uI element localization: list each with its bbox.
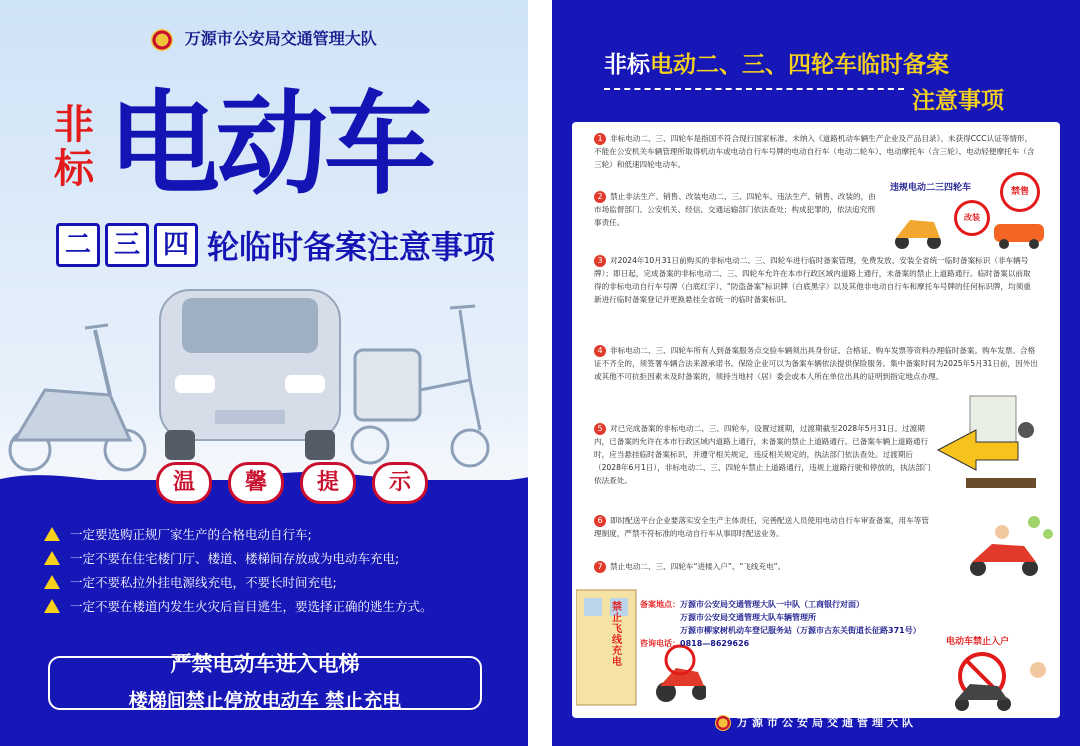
police-badge-icon	[715, 715, 731, 731]
list-item: 一定不要在住宅楼门厅、楼道、楼梯间存放或为电动车充电;	[44, 546, 504, 570]
vehicles-illustration	[0, 270, 528, 480]
ban-modify-icon: 改装	[954, 200, 990, 236]
box-two: 二	[56, 223, 100, 267]
right-title-line-1: 非标电动二、三、四轮车临时备案	[604, 52, 949, 78]
no-charging-label: 禁止飞线充电	[612, 602, 622, 668]
list-item: 一定要选购正规厂家生产的合格电动自行车;	[44, 522, 504, 546]
notice-item-1: 1 非标电动二、三、四轮车是指国不符合现行国家标准、未纳入《道路机动车辆生产企业及产品目录》、未获得CCC认证等情形，不能在公安机关车辆管理所取得机动车或电动自行车号牌的电动自行车（电动二轮车）、电动摩托车（含三轮）、电动轻便摩托车（含三轮）和低速四轮电动车。	[594, 134, 1035, 169]
car-icon	[160, 290, 340, 460]
subtitle-text: 轮临时备案注意事项	[207, 228, 496, 266]
main-title: 电动车	[108, 80, 432, 210]
notice-item-7: 7 禁止电动二、三、四轮车“进楼入户”、“飞线充电”。	[594, 560, 924, 573]
tip-char-wen: 温	[156, 462, 212, 504]
no-home-entry-illustration: 电动车禁止入户	[942, 630, 1056, 714]
notice-card	[572, 122, 1060, 718]
notice-item-5: 5 对已完成备案的非标电动二、三、四轮车，设置过渡期，过渡期截至2028年5月31日。过渡期内，已备案的允许在本市行政区域内道路上通行，未备案的禁止上道路通行。已备案车辆上道路通行时，应当悬挂临时备案标识，并遵守相关规定，违反相关规定的，执法部门依法查处。过渡期后（2028年6月1日），非标电动二、三、四轮车禁止上道路通行，违规上道路行驶和停放的，执法部门依法查处。	[594, 424, 931, 485]
box-three: 三	[105, 223, 149, 267]
left-poster-panel	[0, 0, 528, 746]
contact-info	[640, 598, 921, 650]
address-line: 万源市柳家树机动车登记服务站（万源市古东关街道长征路371号）	[680, 626, 921, 635]
list-item: 一定不要在楼道内发生火灾后盲目逃生，要选择正确的逃生方式。	[44, 594, 504, 618]
tips-list	[44, 522, 504, 618]
tip-char-xin: 馨	[228, 462, 284, 504]
notice-item-4: 4 非标电动二、三、四轮车所有人到备案服务点交验车辆须出具身份证、合格证、购车发票等资料办理临时备案。购车发票、合格证不齐全的，须签署车辆合法来源承诺书。保险企业可以为备案车辆依法提供保险服务。集中备案时间为2025年5月31日前，因外出或其他不可抗拒因素未及时备案的，须持当地村（居）委会或本人所在单位出具的证明到指定地点办理。	[594, 346, 1038, 381]
notice-item-6: 6 即时配送平台企业要落实安全生产主体责任，完善配送人员使用电动自行车审查备案，用车等管理制度，严禁不符标准的电动自行车从事即时配送业务。	[594, 516, 929, 538]
warm-tips-row	[156, 462, 428, 504]
title-divider	[604, 88, 904, 90]
notice-item-3: 3 对2024年10月31日前购买的非标电动二、三、四轮车进行临时备案管理，免费发放、安装全省统一临时备案标识（非车辆号牌）；即日起，完成备案的非标电动二、三、四轮车允许在本市行政区域内道路上通行，未备案的禁止上道路通行。临时备案以前取得的非标电动自行车号牌（白底红字）、“防盗备案”标识牌（白底黑字）以及其他非电动自行车和摩托车号牌的任何标识牌，均须重新进行临时备案登记并更换悬挂全省统一的临时备案标识。	[594, 256, 1031, 304]
tip-char-ti: 提	[300, 462, 356, 504]
non-standard-label: 非标	[54, 102, 94, 192]
right-notice-panel	[552, 0, 1080, 746]
phone-label: 咨询电话：	[640, 639, 680, 648]
agency-header	[0, 26, 528, 51]
warning-icon	[44, 599, 60, 613]
notice-item-2: 2 禁止非法生产、销售、改装电动二、三、四轮车。违法生产、销售、改装的，由市场监督部门、公安机关、经信、交通运输部门依法查处；构成犯罪的，依法追究刑事责任。	[594, 192, 876, 227]
address-label: 备案地点：	[640, 600, 680, 609]
ban-sale-icon: 禁售	[1000, 172, 1040, 212]
subtitle-row	[56, 222, 495, 268]
phone-number: 0818—8629626	[680, 639, 750, 648]
address-line: 万源市公安局交通管理大队一中队（工商银行对面）	[680, 600, 864, 609]
tip-char-shi: 示	[372, 462, 428, 504]
list-item: 一定不要私拉外挂电源线充电，不要长时间充电;	[44, 570, 504, 594]
warning-icon	[44, 575, 60, 589]
warning-icon	[44, 527, 60, 541]
warning-icon	[44, 551, 60, 565]
delivery-rider-illustration	[964, 510, 1054, 580]
scooter-icon	[10, 325, 145, 470]
banner-line-1: 严禁电动车进入电梯	[170, 652, 360, 676]
vehicles-mini-icon	[890, 202, 1050, 250]
bottom-banner	[50, 648, 480, 713]
banner-line-2: 楼梯间禁止停放电动车 禁止充电	[128, 690, 402, 712]
right-title-line-2: 注意事项	[912, 88, 1004, 114]
tricycle-icon	[352, 306, 488, 466]
illegal-vehicles-illustration: 违规电动二三四轮车 禁售 改装	[890, 178, 1050, 250]
agency-name: 万源市公安局交通管理大队	[184, 29, 377, 48]
police-badge-icon	[151, 29, 173, 51]
address-line: 万源市公安局交通管理大队车辆管理所	[680, 613, 816, 622]
road-sign-illustration	[936, 390, 1054, 500]
right-footer: 万源市公安局交通管理大队	[552, 714, 1080, 731]
box-four: 四	[154, 223, 198, 267]
